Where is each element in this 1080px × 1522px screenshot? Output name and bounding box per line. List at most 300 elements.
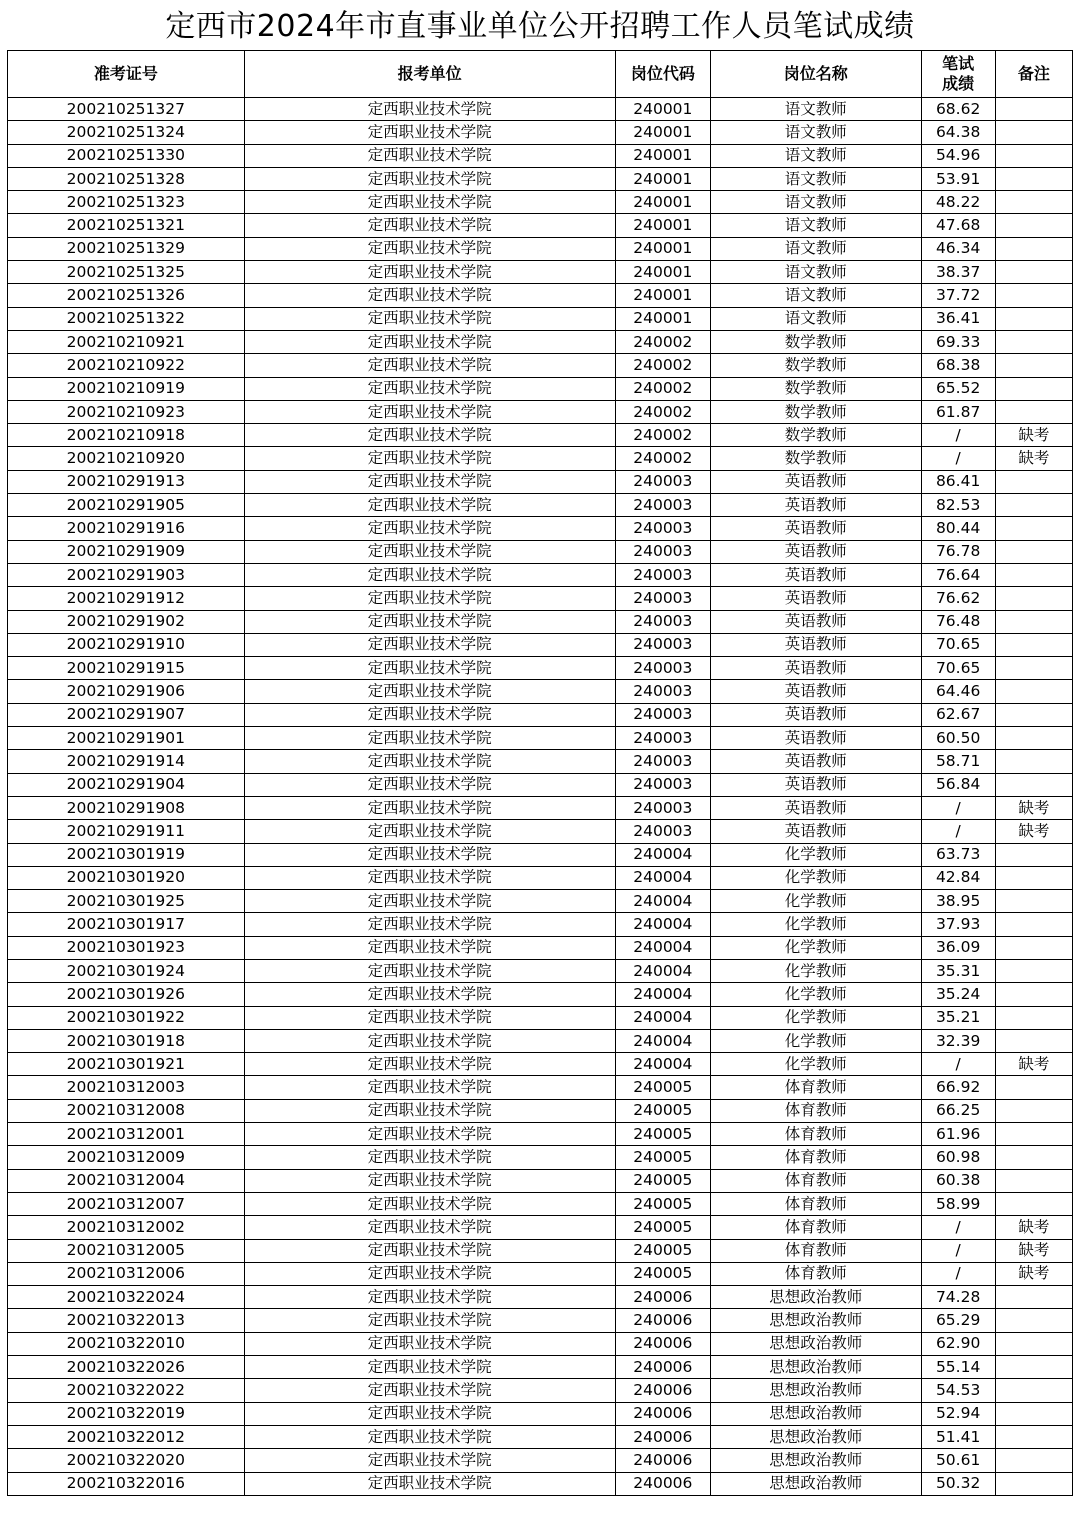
cell-unit: 定西职业技术学院	[244, 237, 615, 260]
cell-post-code: 240006	[615, 1402, 710, 1425]
cell-exam-id: 200210291913	[8, 470, 245, 493]
cell-post-code: 240002	[615, 424, 710, 447]
cell-remark	[995, 1006, 1072, 1029]
table-row	[8, 1006, 1073, 1029]
cell-exam-id: 200210251322	[8, 307, 245, 330]
cell-score: 48.22	[921, 191, 995, 214]
header-remark: 备注	[995, 51, 1072, 98]
cell-post-code: 240005	[615, 1216, 710, 1239]
cell-post-code: 240001	[615, 307, 710, 330]
table-row	[8, 1262, 1073, 1285]
table-row	[8, 820, 1073, 843]
table-row	[8, 540, 1073, 563]
cell-post-name: 体育教师	[710, 1216, 921, 1239]
cell-unit: 定西职业技术学院	[244, 1123, 615, 1146]
page-title: 定西市2024年市直事业单位公开招聘工作人员笔试成绩	[165, 9, 915, 44]
cell-score: 66.92	[921, 1076, 995, 1099]
cell-post-name: 语文教师	[710, 98, 921, 121]
cell-post-name: 数学教师	[710, 447, 921, 470]
cell-unit: 定西职业技术学院	[244, 517, 615, 540]
cell-post-name: 语文教师	[710, 144, 921, 167]
table-body	[8, 98, 1073, 1496]
cell-score: /	[921, 424, 995, 447]
cell-exam-id: 200210312006	[8, 1262, 245, 1285]
cell-score: 46.34	[921, 237, 995, 260]
cell-unit: 定西职业技术学院	[244, 703, 615, 726]
cell-exam-id: 200210210923	[8, 400, 245, 423]
table-row	[8, 657, 1073, 680]
cell-exam-id: 200210291902	[8, 610, 245, 633]
cell-remark	[995, 1472, 1072, 1495]
cell-post-code: 240003	[615, 820, 710, 843]
cell-post-name: 化学教师	[710, 983, 921, 1006]
cell-post-code: 240001	[615, 98, 710, 121]
cell-post-code: 240005	[615, 1192, 710, 1215]
cell-unit: 定西职业技术学院	[244, 563, 615, 586]
table-row	[8, 1425, 1073, 1448]
cell-unit: 定西职业技术学院	[244, 1099, 615, 1122]
table-row	[8, 1239, 1073, 1262]
cell-remark: 缺考	[995, 424, 1072, 447]
cell-remark	[995, 517, 1072, 540]
cell-exam-id: 200210251324	[8, 121, 245, 144]
cell-post-code: 240005	[615, 1169, 710, 1192]
cell-unit: 定西职业技术学院	[244, 424, 615, 447]
cell-post-name: 化学教师	[710, 1053, 921, 1076]
cell-post-name: 英语教师	[710, 820, 921, 843]
cell-remark	[995, 936, 1072, 959]
cell-score: 56.84	[921, 773, 995, 796]
cell-remark	[995, 400, 1072, 423]
cell-remark	[995, 1356, 1072, 1379]
cell-post-name: 语文教师	[710, 284, 921, 307]
cell-exam-id: 200210210921	[8, 330, 245, 353]
cell-remark: 缺考	[995, 1053, 1072, 1076]
cell-remark	[995, 703, 1072, 726]
cell-post-code: 240004	[615, 983, 710, 1006]
cell-post-code: 240004	[615, 890, 710, 913]
table-row	[8, 98, 1073, 121]
cell-unit: 定西职业技术学院	[244, 1169, 615, 1192]
cell-unit: 定西职业技术学院	[244, 750, 615, 773]
cell-exam-id: 200210291909	[8, 540, 245, 563]
cell-unit: 定西职业技术学院	[244, 400, 615, 423]
cell-exam-id: 200210312005	[8, 1239, 245, 1262]
score-table	[7, 50, 1073, 1496]
cell-score: 62.90	[921, 1332, 995, 1355]
cell-exam-id: 200210291903	[8, 563, 245, 586]
table-header-row	[8, 51, 1073, 98]
cell-exam-id: 200210322013	[8, 1309, 245, 1332]
cell-unit: 定西职业技术学院	[244, 1356, 615, 1379]
cell-exam-id: 200210301920	[8, 866, 245, 889]
cell-post-name: 体育教师	[710, 1099, 921, 1122]
cell-score: 76.62	[921, 587, 995, 610]
table-row	[8, 1076, 1073, 1099]
cell-remark	[995, 1123, 1072, 1146]
table-row	[8, 354, 1073, 377]
table-row	[8, 377, 1073, 400]
cell-post-name: 数学教师	[710, 330, 921, 353]
cell-unit: 定西职业技术学院	[244, 1076, 615, 1099]
cell-post-name: 英语教师	[710, 727, 921, 750]
cell-score: 47.68	[921, 214, 995, 237]
cell-score: 32.39	[921, 1029, 995, 1052]
cell-post-name: 思想政治教师	[710, 1449, 921, 1472]
cell-unit: 定西职业技术学院	[244, 1239, 615, 1262]
cell-remark: 缺考	[995, 1262, 1072, 1285]
cell-score: 76.64	[921, 563, 995, 586]
cell-score: 65.52	[921, 377, 995, 400]
table-row	[8, 1286, 1073, 1309]
cell-post-name: 英语教师	[710, 587, 921, 610]
cell-score: 70.65	[921, 633, 995, 656]
table-row	[8, 121, 1073, 144]
cell-unit: 定西职业技术学院	[244, 540, 615, 563]
cell-unit: 定西职业技术学院	[244, 1379, 615, 1402]
cell-post-name: 语文教师	[710, 261, 921, 284]
cell-post-name: 化学教师	[710, 936, 921, 959]
cell-post-code: 240003	[615, 680, 710, 703]
table-row	[8, 214, 1073, 237]
cell-post-name: 数学教师	[710, 424, 921, 447]
cell-post-code: 240001	[615, 284, 710, 307]
cell-score: 82.53	[921, 494, 995, 517]
cell-exam-id: 200210322012	[8, 1425, 245, 1448]
cell-unit: 定西职业技术学院	[244, 167, 615, 190]
cell-post-code: 240004	[615, 1029, 710, 1052]
cell-score: 52.94	[921, 1402, 995, 1425]
cell-post-name: 语文教师	[710, 121, 921, 144]
cell-exam-id: 200210322016	[8, 1472, 245, 1495]
table-row	[8, 424, 1073, 447]
cell-exam-id: 200210301924	[8, 959, 245, 982]
cell-post-name: 英语教师	[710, 540, 921, 563]
cell-post-name: 英语教师	[710, 517, 921, 540]
cell-unit: 定西职业技术学院	[244, 983, 615, 1006]
cell-remark	[995, 1076, 1072, 1099]
cell-exam-id: 200210301918	[8, 1029, 245, 1052]
cell-post-code: 240005	[615, 1262, 710, 1285]
cell-unit: 定西职业技术学院	[244, 284, 615, 307]
cell-remark	[995, 191, 1072, 214]
cell-exam-id: 200210312003	[8, 1076, 245, 1099]
cell-unit: 定西职业技术学院	[244, 354, 615, 377]
cell-post-code: 240006	[615, 1472, 710, 1495]
cell-score: /	[921, 820, 995, 843]
cell-score: 74.28	[921, 1286, 995, 1309]
cell-post-code: 240001	[615, 191, 710, 214]
cell-post-name: 英语教师	[710, 563, 921, 586]
cell-exam-id: 200210291914	[8, 750, 245, 773]
cell-post-code: 240003	[615, 633, 710, 656]
table-row	[8, 610, 1073, 633]
cell-post-code: 240003	[615, 563, 710, 586]
cell-post-name: 英语教师	[710, 494, 921, 517]
table-row	[8, 633, 1073, 656]
cell-post-code: 240004	[615, 959, 710, 982]
cell-post-name: 语文教师	[710, 191, 921, 214]
cell-unit: 定西职业技术学院	[244, 1425, 615, 1448]
cell-exam-id: 200210291911	[8, 820, 245, 843]
cell-unit: 定西职业技术学院	[244, 121, 615, 144]
cell-post-name: 体育教师	[710, 1169, 921, 1192]
cell-post-code: 240001	[615, 121, 710, 144]
cell-exam-id: 200210291912	[8, 587, 245, 610]
table-row	[8, 703, 1073, 726]
cell-remark	[995, 307, 1072, 330]
cell-exam-id: 200210322010	[8, 1332, 245, 1355]
cell-unit: 定西职业技术学院	[244, 1332, 615, 1355]
table-row	[8, 1099, 1073, 1122]
cell-score: 60.38	[921, 1169, 995, 1192]
cell-score: /	[921, 1053, 995, 1076]
cell-post-code: 240005	[615, 1239, 710, 1262]
cell-unit: 定西职业技术学院	[244, 610, 615, 633]
cell-post-name: 思想政治教师	[710, 1356, 921, 1379]
cell-post-code: 240001	[615, 144, 710, 167]
cell-remark	[995, 144, 1072, 167]
cell-unit: 定西职业技术学院	[244, 330, 615, 353]
cell-post-code: 240003	[615, 587, 710, 610]
table-row	[8, 470, 1073, 493]
cell-exam-id: 200210312001	[8, 1123, 245, 1146]
cell-unit: 定西职业技术学院	[244, 1192, 615, 1215]
cell-remark	[995, 1192, 1072, 1215]
table-row	[8, 261, 1073, 284]
cell-exam-id: 200210251330	[8, 144, 245, 167]
header-exam-id: 准考证号	[8, 51, 245, 98]
cell-post-code: 240002	[615, 400, 710, 423]
cell-score: 38.37	[921, 261, 995, 284]
cell-exam-id: 200210251326	[8, 284, 245, 307]
cell-post-name: 体育教师	[710, 1076, 921, 1099]
cell-post-code: 240003	[615, 494, 710, 517]
cell-remark	[995, 983, 1072, 1006]
cell-exam-id: 200210251327	[8, 98, 245, 121]
cell-exam-id: 200210291910	[8, 633, 245, 656]
table-row	[8, 1472, 1073, 1495]
table-row	[8, 1449, 1073, 1472]
cell-remark	[995, 121, 1072, 144]
cell-exam-id: 200210312009	[8, 1146, 245, 1169]
cell-post-code: 240004	[615, 1053, 710, 1076]
cell-unit: 定西职业技术学院	[244, 843, 615, 866]
table-row	[8, 447, 1073, 470]
cell-unit: 定西职业技术学院	[244, 307, 615, 330]
cell-exam-id: 200210322022	[8, 1379, 245, 1402]
cell-remark	[995, 750, 1072, 773]
cell-exam-id: 200210322019	[8, 1402, 245, 1425]
cell-remark	[995, 866, 1072, 889]
cell-post-name: 化学教师	[710, 866, 921, 889]
table-row	[8, 913, 1073, 936]
cell-post-code: 240005	[615, 1123, 710, 1146]
cell-unit: 定西职业技术学院	[244, 773, 615, 796]
cell-unit: 定西职业技术学院	[244, 727, 615, 750]
cell-post-code: 240006	[615, 1286, 710, 1309]
cell-remark	[995, 657, 1072, 680]
cell-post-name: 思想政治教师	[710, 1472, 921, 1495]
cell-post-name: 体育教师	[710, 1192, 921, 1215]
cell-remark	[995, 494, 1072, 517]
cell-remark	[995, 98, 1072, 121]
cell-score: 36.09	[921, 936, 995, 959]
cell-score: 35.21	[921, 1006, 995, 1029]
cell-exam-id: 200210301925	[8, 890, 245, 913]
cell-post-code: 240003	[615, 727, 710, 750]
cell-exam-id: 200210301921	[8, 1053, 245, 1076]
cell-remark	[995, 540, 1072, 563]
cell-post-name: 语文教师	[710, 307, 921, 330]
cell-score: 64.46	[921, 680, 995, 703]
cell-score: 58.99	[921, 1192, 995, 1215]
table-row	[8, 494, 1073, 517]
cell-exam-id: 200210301922	[8, 1006, 245, 1029]
cell-exam-id: 200210291904	[8, 773, 245, 796]
table-row	[8, 237, 1073, 260]
cell-exam-id: 200210301923	[8, 936, 245, 959]
table-row	[8, 1379, 1073, 1402]
cell-post-code: 240003	[615, 703, 710, 726]
cell-post-code: 240004	[615, 913, 710, 936]
cell-score: 53.91	[921, 167, 995, 190]
table-row	[8, 727, 1073, 750]
cell-post-name: 英语教师	[710, 610, 921, 633]
cell-exam-id: 200210291905	[8, 494, 245, 517]
cell-remark	[995, 1029, 1072, 1052]
cell-unit: 定西职业技术学院	[244, 447, 615, 470]
cell-unit: 定西职业技术学院	[244, 191, 615, 214]
cell-exam-id: 200210251323	[8, 191, 245, 214]
cell-remark: 缺考	[995, 820, 1072, 843]
cell-unit: 定西职业技术学院	[244, 1006, 615, 1029]
table-row	[8, 680, 1073, 703]
cell-post-code: 240001	[615, 237, 710, 260]
cell-exam-id: 200210322020	[8, 1449, 245, 1472]
cell-exam-id: 200210291915	[8, 657, 245, 680]
cell-score: 66.25	[921, 1099, 995, 1122]
table-row	[8, 1029, 1073, 1052]
cell-remark	[995, 261, 1072, 284]
table-row	[8, 866, 1073, 889]
cell-unit: 定西职业技术学院	[244, 680, 615, 703]
table-row	[8, 1169, 1073, 1192]
cell-remark	[995, 959, 1072, 982]
table-row	[8, 400, 1073, 423]
cell-remark	[995, 680, 1072, 703]
cell-remark	[995, 1169, 1072, 1192]
table-row	[8, 773, 1073, 796]
cell-exam-id: 200210251325	[8, 261, 245, 284]
cell-remark	[995, 330, 1072, 353]
cell-post-code: 240001	[615, 214, 710, 237]
cell-score: 55.14	[921, 1356, 995, 1379]
table-row	[8, 1309, 1073, 1332]
cell-score: 86.41	[921, 470, 995, 493]
cell-post-name: 思想政治教师	[710, 1286, 921, 1309]
cell-post-code: 240006	[615, 1425, 710, 1448]
cell-score: 51.41	[921, 1425, 995, 1448]
table-row	[8, 1356, 1073, 1379]
cell-post-name: 化学教师	[710, 913, 921, 936]
cell-score: 60.98	[921, 1146, 995, 1169]
cell-unit: 定西职业技术学院	[244, 1216, 615, 1239]
cell-post-name: 化学教师	[710, 890, 921, 913]
cell-unit: 定西职业技术学院	[244, 657, 615, 680]
cell-unit: 定西职业技术学院	[244, 214, 615, 237]
cell-post-name: 思想政治教师	[710, 1309, 921, 1332]
cell-remark	[995, 587, 1072, 610]
cell-post-name: 数学教师	[710, 377, 921, 400]
table-row	[8, 1146, 1073, 1169]
cell-post-code: 240006	[615, 1379, 710, 1402]
cell-unit: 定西职业技术学院	[244, 1472, 615, 1495]
header-post-name: 岗位名称	[710, 51, 921, 98]
cell-exam-id: 200210291908	[8, 796, 245, 819]
cell-post-name: 化学教师	[710, 843, 921, 866]
cell-score: 69.33	[921, 330, 995, 353]
cell-post-code: 240002	[615, 330, 710, 353]
cell-unit: 定西职业技术学院	[244, 470, 615, 493]
cell-remark	[995, 377, 1072, 400]
table-row	[8, 1402, 1073, 1425]
cell-unit: 定西职业技术学院	[244, 1262, 615, 1285]
cell-remark	[995, 727, 1072, 750]
cell-post-code: 240001	[615, 167, 710, 190]
cell-post-code: 240003	[615, 773, 710, 796]
cell-post-name: 数学教师	[710, 400, 921, 423]
cell-remark	[995, 1425, 1072, 1448]
cell-unit: 定西职业技术学院	[244, 1029, 615, 1052]
cell-post-name: 英语教师	[710, 657, 921, 680]
cell-post-name: 化学教师	[710, 1006, 921, 1029]
cell-unit: 定西职业技术学院	[244, 587, 615, 610]
cell-remark	[995, 633, 1072, 656]
cell-remark	[995, 773, 1072, 796]
cell-unit: 定西职业技术学院	[244, 261, 615, 284]
cell-score: /	[921, 447, 995, 470]
cell-unit: 定西职业技术学院	[244, 144, 615, 167]
cell-post-code: 240003	[615, 657, 710, 680]
cell-score: 35.24	[921, 983, 995, 1006]
header-post-code: 岗位代码	[615, 51, 710, 98]
cell-remark	[995, 1286, 1072, 1309]
cell-post-code: 240005	[615, 1076, 710, 1099]
cell-post-name: 体育教师	[710, 1262, 921, 1285]
cell-post-name: 英语教师	[710, 796, 921, 819]
cell-remark	[995, 610, 1072, 633]
cell-exam-id: 200210251321	[8, 214, 245, 237]
cell-score: 38.95	[921, 890, 995, 913]
cell-remark	[995, 890, 1072, 913]
cell-score: 80.44	[921, 517, 995, 540]
table-row	[8, 890, 1073, 913]
cell-remark	[995, 1379, 1072, 1402]
cell-post-name: 英语教师	[710, 773, 921, 796]
cell-remark	[995, 354, 1072, 377]
cell-remark	[995, 284, 1072, 307]
cell-score: 64.38	[921, 121, 995, 144]
cell-score: /	[921, 1262, 995, 1285]
cell-post-name: 英语教师	[710, 633, 921, 656]
cell-remark	[995, 913, 1072, 936]
cell-exam-id: 200210291916	[8, 517, 245, 540]
cell-exam-id: 200210301919	[8, 843, 245, 866]
cell-exam-id: 200210251329	[8, 237, 245, 260]
cell-score: 65.29	[921, 1309, 995, 1332]
cell-post-code: 240004	[615, 866, 710, 889]
